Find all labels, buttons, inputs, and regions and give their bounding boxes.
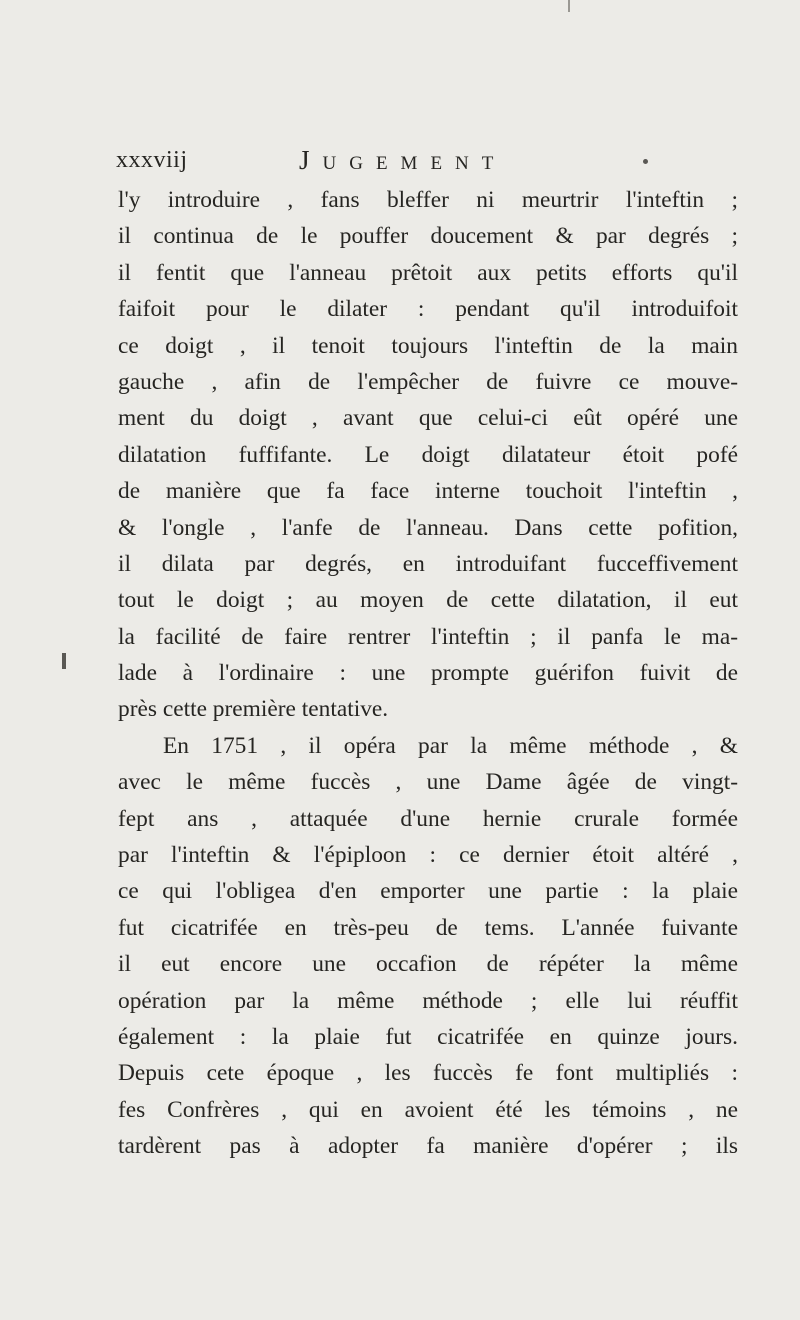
text-line: lade à l'ordinaire : une prompte guérifon fuivit de [118, 660, 738, 687]
paragraph-start-line: En 1751 , il opéra par la même méthode , & [163, 732, 738, 759]
ink-dot [643, 159, 648, 164]
text-line: faifoit pour le dilater : pendant qu'il introduifoit [118, 296, 738, 323]
text-line: fes Confrères , qui en avoient été les témoins , ne [118, 1096, 738, 1123]
text-line: il continua de le pouffer doucement & par degrés ; [118, 223, 738, 250]
text-line: la facilité de faire rentrer l'inteftin ; il panfa le ma- [118, 623, 738, 650]
text-line: également : la plaie fut cicatrifée en quinze jours. [118, 1023, 738, 1050]
text-line: opération par la même méthode ; elle lui réuffit [118, 987, 738, 1014]
text-line: ce doigt , il tenoit toujours l'inteftin de la main [118, 332, 738, 359]
text-line: ce qui l'obligea d'en emporter une partie : la plaie [118, 878, 738, 905]
text-line: par l'inteftin & l'épiploon : ce dernier étoit altéré , [118, 842, 738, 869]
text-line: de manière que fa face interne touchoit l'inteftin , [118, 478, 738, 505]
page-number: xxxviij [116, 147, 188, 173]
paper-speck [568, 0, 570, 12]
text-line: fut cicatrifée en très-peu de tems. L'année fuivante [118, 914, 738, 941]
running-title: Jugement [299, 145, 507, 175]
text-line: l'y introduire , fans bleffer ni meurtrir l'inteftin ; [118, 187, 738, 213]
page-header [116, 147, 736, 181]
text-line: ment du doigt , avant que celui-ci eût opéré une [118, 405, 738, 432]
text-line: tout le doigt ; au moyen de cette dilatation, il eut [118, 587, 738, 614]
text-line: gauche , afin de l'empêcher de fuivre ce mouve- [118, 368, 738, 395]
text-line: il fentit que l'anneau prêtoit aux petits efforts qu'il [118, 259, 738, 286]
text-line: Depuis cete époque , les fuccès fe font multipliés : [118, 1060, 738, 1087]
margin-mark [62, 653, 66, 669]
text-line: fept ans , attaquée d'une hernie crurale formée [118, 805, 738, 832]
paragraph-end-line: près cette première tentative. [118, 696, 389, 723]
text-line: dilatation fuffifante. Le doigt dilatateur étoit pofé [118, 441, 738, 468]
text-line: tardèrent pas à adopter fa manière d'opérer ; ils [118, 1133, 738, 1160]
text-line: & l'ongle , l'anfe de l'anneau. Dans cette pofition, [118, 514, 738, 541]
text-line: il eut encore une occafion de répéter la même [118, 951, 738, 978]
text-line: avec le même fuccès , une Dame âgée de vingt- [118, 769, 738, 796]
body-text [118, 182, 738, 1165]
text-line: il dilata par degrés, en introduifant fucceffivement [118, 550, 738, 577]
